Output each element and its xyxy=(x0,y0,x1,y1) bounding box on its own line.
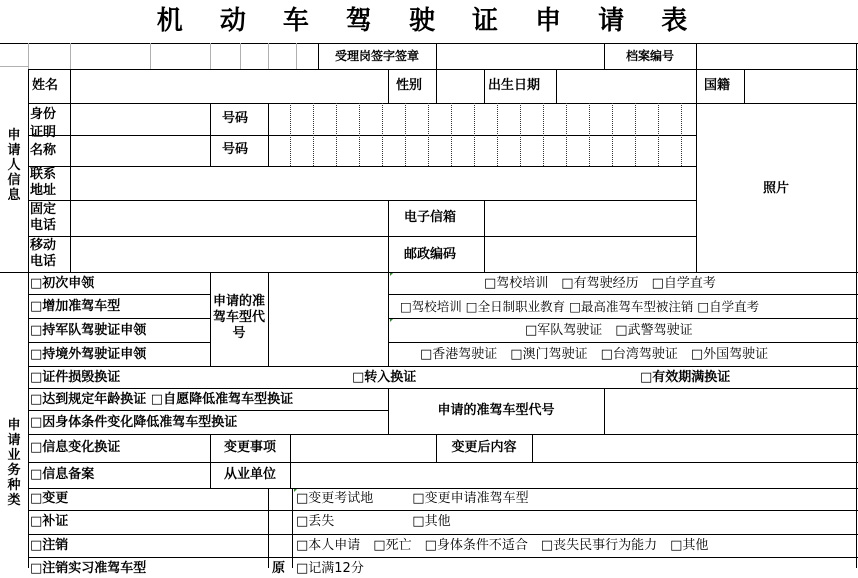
archive-no-field[interactable] xyxy=(697,44,855,68)
reason-label: 原 xyxy=(272,561,286,576)
change-options[interactable]: □变更考试地 □变更申请准驾车型 xyxy=(296,491,529,506)
add-vehicle-type-checkbox[interactable]: □增加准驾车型 xyxy=(30,299,121,314)
email-field[interactable] xyxy=(485,201,695,235)
expire-renew-checkbox[interactable]: □有效期满换证 xyxy=(640,370,731,385)
email-label: 电子信箱 xyxy=(404,210,457,225)
id-cert-name-field[interactable] xyxy=(71,104,209,165)
gender-field[interactable] xyxy=(437,70,483,102)
archive-no-label: 档案编号 xyxy=(625,49,674,63)
name-field[interactable] xyxy=(71,70,387,102)
name-label: 姓名 xyxy=(32,78,59,93)
info-change-checkbox[interactable]: □信息变化换证 xyxy=(30,440,121,455)
accept-sign-label: 受理岗签字签章 xyxy=(334,49,419,63)
photo-area: 照片 xyxy=(762,181,789,196)
phone-field[interactable] xyxy=(71,201,387,235)
form-title: 机 动 车 驾 驶 证 申 请 表 xyxy=(156,6,702,36)
address-label: 联系地址 xyxy=(30,167,57,198)
id-cert-name-label: 身份证明名称 xyxy=(30,107,57,158)
info-record-checkbox[interactable]: □信息备案 xyxy=(30,467,95,482)
reissue-options[interactable]: □丢失 □其他 xyxy=(296,514,451,529)
after-change-label: 变更后内容 xyxy=(451,440,517,455)
military-options[interactable]: □军队驾驶证 □武警驾驶证 xyxy=(525,323,693,338)
damaged-renew-checkbox[interactable]: □证件损毁换证 xyxy=(30,370,121,385)
overseas-options[interactable]: □香港驾驶证 □澳门驾驶证 □台湾驾驶证 □外国驾驶证 xyxy=(420,347,769,362)
overseas-license-checkbox[interactable]: □持境外驾驶证申领 xyxy=(30,347,147,362)
change-checkbox[interactable]: □变更 xyxy=(30,491,69,506)
mobile-field[interactable] xyxy=(71,237,387,271)
nationality-label: 国籍 xyxy=(704,78,731,93)
change-item-label: 变更事项 xyxy=(223,440,276,455)
gender-label: 性别 xyxy=(396,78,423,93)
military-license-checkbox[interactable]: □持军队驾驶证申领 xyxy=(30,323,147,338)
cancel-options[interactable]: □本人申请 □死亡 □身体条件不适合 □丧失民事行为能力 □其他 xyxy=(296,538,709,553)
age-renew-checkbox[interactable]: □达到规定年龄换证 □自愿降低准驾车型换证 xyxy=(30,392,294,407)
business-section-label: 申请业务种类 xyxy=(7,418,21,508)
vehicle-code-field-2[interactable] xyxy=(605,389,855,433)
employer-field[interactable] xyxy=(291,463,855,487)
first-apply-checkbox[interactable]: □初次申领 xyxy=(30,276,95,291)
id-number-field[interactable] xyxy=(269,104,695,134)
postcode-label: 邮政编码 xyxy=(404,247,457,262)
body-renew-checkbox[interactable]: □因身体条件变化降低准驾车型换证 xyxy=(30,415,238,430)
after-change-field[interactable] xyxy=(533,435,855,461)
change-item-field[interactable] xyxy=(291,435,435,461)
cancel-learner-checkbox[interactable]: □注销实习准驾车型 xyxy=(30,561,147,576)
id-number-field-2[interactable] xyxy=(269,136,695,165)
transfer-renew-checkbox[interactable]: □转入换证 xyxy=(352,370,417,385)
postcode-field[interactable] xyxy=(485,237,695,271)
accept-sign-field[interactable] xyxy=(437,44,603,68)
add-vehicle-options[interactable]: □驾校培训 □全日制职业教育 □最高准驾车型被注销 □自学直考 xyxy=(400,299,760,314)
applicant-section-label: 申请人信息 xyxy=(7,128,21,203)
nationality-field[interactable] xyxy=(745,70,855,102)
birth-label: 出生日期 xyxy=(488,78,541,93)
birth-field[interactable] xyxy=(557,70,695,102)
first-apply-options[interactable]: □驾校培训 □有驾驶经历 □自学直考 xyxy=(484,276,716,291)
id-number-label-2: 号码 xyxy=(222,142,249,157)
cancel-checkbox[interactable]: □注销 xyxy=(30,538,69,553)
vehicle-code-field[interactable] xyxy=(269,273,387,365)
mobile-label: 移动电话 xyxy=(30,238,57,269)
address-field[interactable] xyxy=(71,167,695,199)
id-number-label: 号码 xyxy=(222,111,249,126)
vehicle-code-label-2: 申请的准驾车型代号 xyxy=(437,403,555,418)
employer-label: 从业单位 xyxy=(223,467,276,482)
phone-label: 固定电话 xyxy=(30,202,57,233)
vehicle-code-label: 申请的准驾车型代号 xyxy=(212,294,265,341)
reason-options[interactable]: □记满12分 xyxy=(296,561,364,576)
reissue-checkbox[interactable]: □补证 xyxy=(30,514,69,529)
